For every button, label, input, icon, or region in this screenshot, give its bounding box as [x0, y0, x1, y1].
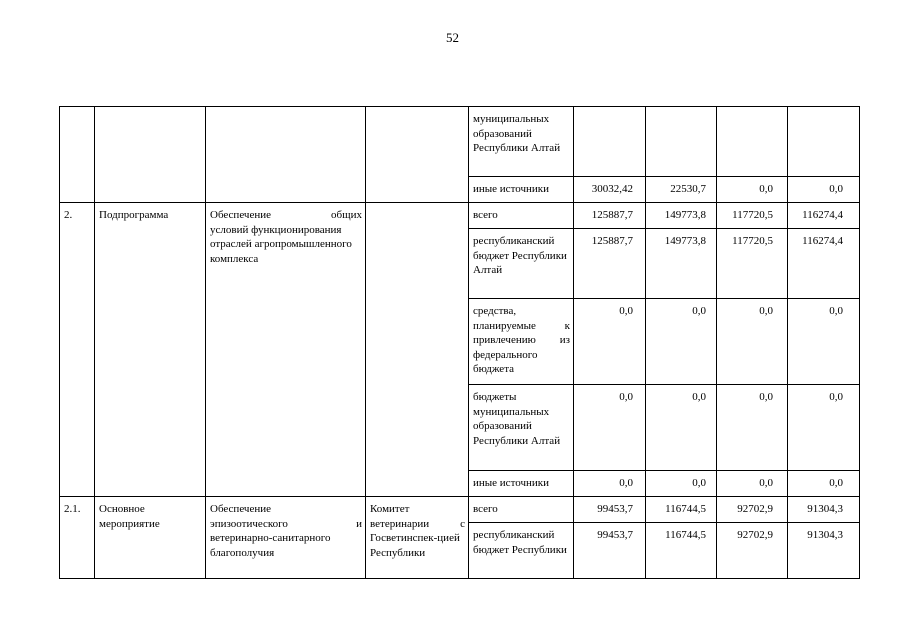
value-cell: 117720,5: [717, 203, 788, 229]
table-row: [60, 497, 860, 523]
source-label: муниципальных образований Республики Алтай: [469, 107, 574, 177]
page-number: 52: [446, 30, 459, 45]
value-cell: 125887,7: [574, 229, 646, 299]
value-cell: 0,0: [574, 471, 646, 497]
cell-empty: [95, 107, 206, 203]
value-cell: 0,0: [788, 385, 860, 471]
value-cell: 125887,7: [574, 203, 646, 229]
row-name-rest: ветеринарно-санитарного благополучия: [210, 532, 331, 559]
source-label: республиканский бюджет Республики Алтай: [469, 229, 574, 299]
value-cell: 116274,4: [788, 203, 860, 229]
value-cell: 116274,4: [788, 229, 860, 299]
source-label: иные источники: [469, 471, 574, 497]
cell-empty: [646, 107, 717, 177]
row-name-line: эпизоотического и: [210, 517, 362, 530]
value-cell: 22530,7: [646, 177, 717, 203]
value-cell: 0,0: [717, 471, 788, 497]
responsible-rest: Госветинспек-цией Республики: [370, 532, 460, 559]
row-name-line: Обеспечение общих: [210, 209, 362, 221]
value-cell: 99453,7: [574, 523, 646, 579]
value-cell: 116744,5: [646, 523, 717, 579]
cell-empty: [366, 107, 469, 203]
responsible-line: Комитет: [370, 503, 410, 515]
value-cell: 0,0: [646, 471, 717, 497]
cell-empty: [574, 107, 646, 177]
value-cell: 92702,9: [717, 497, 788, 523]
value-cell: 0,0: [788, 299, 860, 385]
value-cell: 116744,5: [646, 497, 717, 523]
value-cell: 0,0: [788, 471, 860, 497]
value-cell: 0,0: [646, 299, 717, 385]
value-cell: 92702,9: [717, 523, 788, 579]
table-row: [60, 203, 860, 229]
value-cell: 30032,42: [574, 177, 646, 203]
cell-empty: [717, 107, 788, 177]
cell-empty: [206, 107, 366, 203]
value-cell: 149773,8: [646, 203, 717, 229]
value-cell: 99453,7: [574, 497, 646, 523]
budget-table: [59, 106, 860, 579]
row-number: 2.1.: [60, 497, 95, 579]
row-name-rest: условий функционирования отраслей агропромышленного комплекса: [210, 223, 352, 265]
row-name: [206, 497, 366, 579]
row-type: Подпрограмма: [95, 203, 206, 497]
value-cell: 0,0: [646, 385, 717, 471]
value-cell: 91304,3: [788, 497, 860, 523]
source-label: бюджеты муниципальных образований Республики Алтай: [469, 385, 574, 471]
value-cell: 0,0: [717, 299, 788, 385]
value-cell: 0,0: [717, 385, 788, 471]
responsible-line: ветеринарии с: [370, 517, 465, 530]
value-cell: 0,0: [574, 385, 646, 471]
row-responsible: [366, 497, 469, 579]
row-name: [206, 203, 366, 497]
row-type: Основное мероприятие: [95, 497, 206, 579]
value-cell: 91304,3: [788, 523, 860, 579]
row-name-line: Обеспечение: [210, 503, 271, 515]
value-cell: 0,0: [788, 177, 860, 203]
cell-empty: [788, 107, 860, 177]
source-label: иные источники: [469, 177, 574, 203]
source-label: средства, планируемые к привлечению из федерального бюджета: [469, 299, 574, 385]
row-number: 2.: [60, 203, 95, 497]
table-row: [60, 107, 860, 177]
value-cell: 0,0: [717, 177, 788, 203]
source-label: всего: [469, 497, 574, 523]
row-responsible: [366, 203, 469, 497]
value-cell: 0,0: [574, 299, 646, 385]
source-label: всего: [469, 203, 574, 229]
cell-empty: [60, 107, 95, 203]
source-label: республиканский бюджет Республики: [469, 523, 574, 579]
value-cell: 117720,5: [717, 229, 788, 299]
value-cell: 149773,8: [646, 229, 717, 299]
